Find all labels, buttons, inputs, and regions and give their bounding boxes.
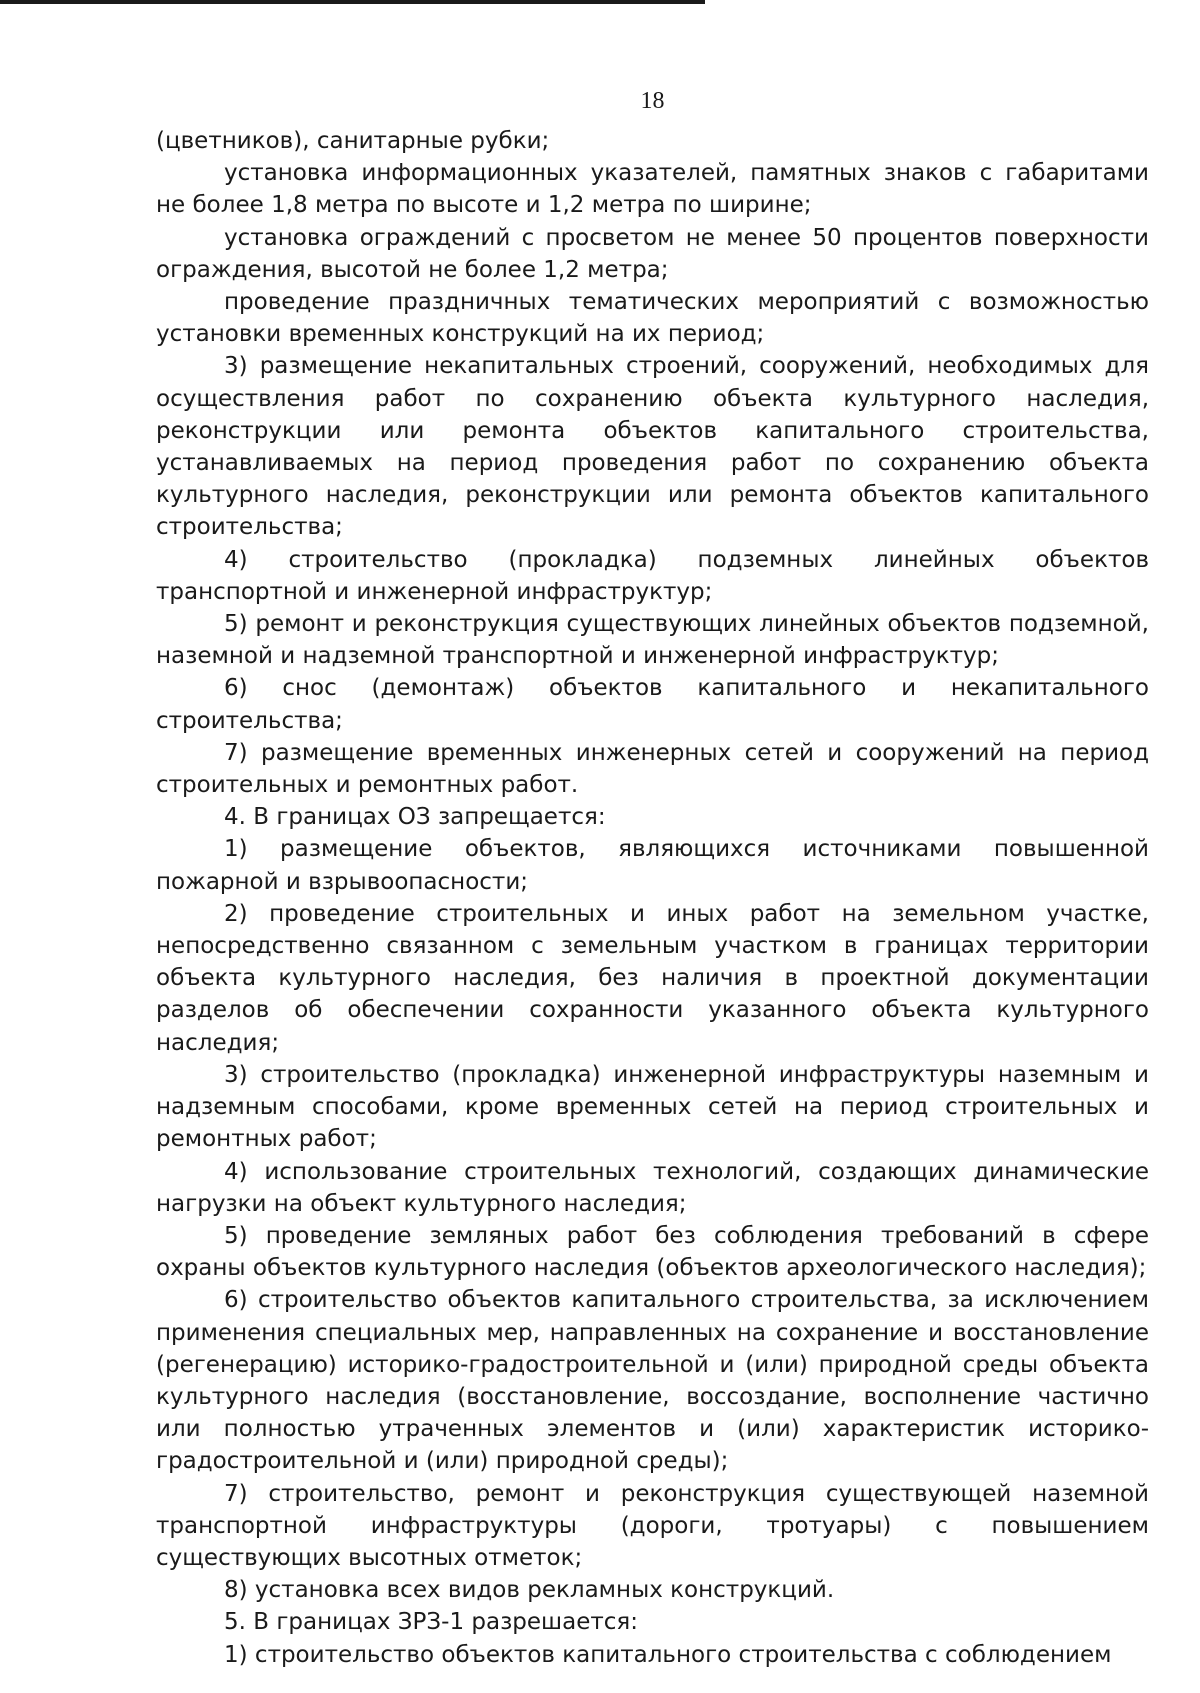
paragraph: установка ограждений с просветом не менее 50 процентов поверхности ограждения, высотой не более 1,2 метра; [156, 224, 1149, 283]
paragraph: 1) строительство объектов капитального строительства с соблюдением [224, 1641, 1112, 1668]
paragraph: (цветников), санитарные рубки; [156, 128, 550, 154]
paragraph: 8) установка всех видов рекламных конструкций. [224, 1577, 835, 1604]
top-rule [0, 0, 705, 4]
paragraph: 3) строительство (прокладка) инженерной инфраструктуры наземным и надземным способами, кроме временных сетей на период строительных и ремонтных работ; [156, 1061, 1149, 1153]
paragraph: проведение праздничных тематических мероприятий с возможностью установки временных конструкций на их период; [156, 289, 1149, 348]
paragraph: 4. В границах ОЗ запрещается: [224, 804, 606, 831]
paragraph: 4) использование строительных технологий, создающих динамические нагрузки на объект культурного наследия; [156, 1158, 1149, 1217]
paragraph: 2) проведение строительных и иных работ на земельном участке, непосредственно связанном с земельным участком в границах территории объекта культурного наследия, без наличия в проектной документации разделов об обеспечении сохранности указанного объекта культурного наследия; [156, 900, 1149, 1056]
paragraph: 5) проведение земляных работ без соблюдения требований в сфере охраны объектов культурного наследия (объектов археологического наследия); [156, 1222, 1149, 1282]
paragraph: 5. В границах ЗРЗ-1 разрешается: [224, 1609, 638, 1636]
paragraph: 6) снос (демонтаж) объектов капитального и некапитального строительства; [156, 675, 1149, 734]
paragraph: 7) размещение временных инженерных сетей и сооружений на период строительных и ремонтных работ. [156, 739, 1149, 799]
paragraph: 6) строительство объектов капитального строительства, за исключением применения специальных мер, направленных на сохранение и восстановление (регенерацию) историко-градостроительной и (или) природной среды объекта культурного наследия (восстановление, воссоздание, восполнение частично или полностью утраченных элементов и (или) характеристик историко-градостроительной и (или) природной среды); [156, 1287, 1149, 1475]
paragraph: 7) строительство, ремонт и реконструкция существующей наземной транспортной инфраструктуры (дороги, тротуары) с повышением существующих высотных отметок; [156, 1480, 1149, 1571]
paragraph: 5) ремонт и реконструкция существующих линейных объектов подземной, наземной и надземной транспортной и инженерной инфраструктур; [156, 611, 1149, 670]
paragraph: установка информационных указателей, памятных знаков с габаритами не более 1,8 метра по высоте и 1,2 метра по ширине; [156, 160, 1149, 219]
document-body [156, 125, 1149, 1671]
paragraph: 1) размещение объектов, являющихся источниками повышенной пожарной и взрывоопасности; [156, 836, 1149, 895]
paragraph: 3) размещение некапитальных строений, сооружений, необходимых для осуществления работ по сохранению объекта культурного наследия, реконструкции или ремонта объектов капитального строительства, устанавливаемых на период проведения работ по сохранению объекта культурного наследия, реконструкции или ремонта объектов капитального строительства; [156, 353, 1149, 541]
paragraph: 4) строительство (прокладка) подземных линейных объектов транспортной и инженерной инфраструктур; [156, 546, 1149, 605]
page-number: 18 [640, 88, 665, 114]
